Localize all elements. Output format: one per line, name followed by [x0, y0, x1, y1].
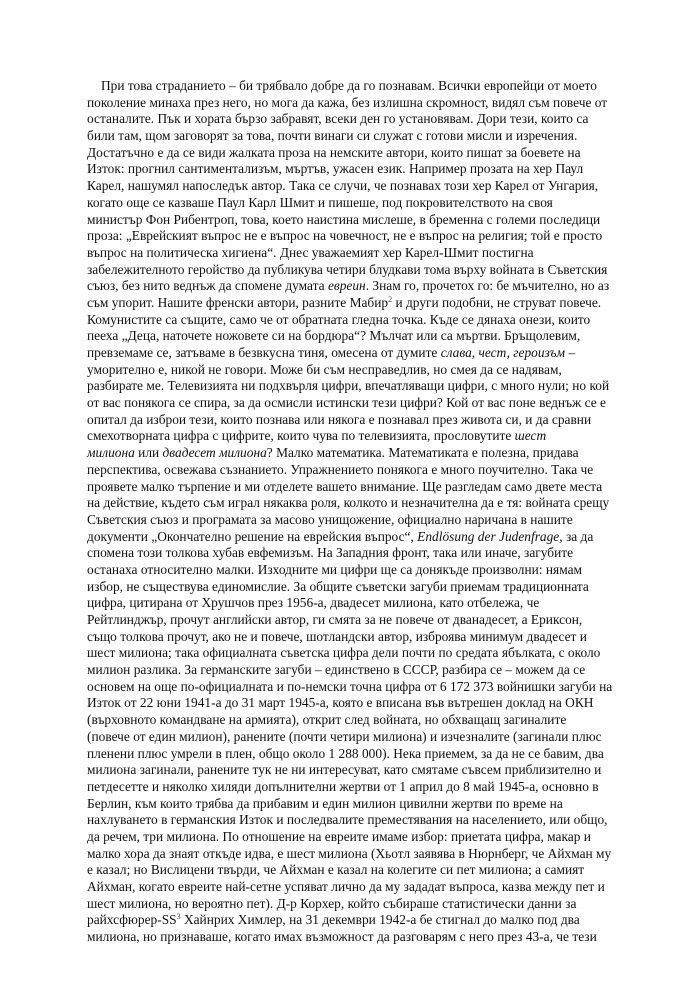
text-line	[87, 111, 617, 128]
text-run: нахлуването в германския Изток и последвалите преместявания на населението, или общо,	[87, 812, 608, 828]
text-run: перспектива, освежава съзнанието. Упражнението понякога е много поучително. Така че	[87, 461, 594, 477]
text-run: уморително е, никой не говори. Може би съм несправедлив, но смея да се надявам,	[87, 361, 562, 377]
text-line	[87, 629, 617, 646]
text-line	[87, 662, 617, 679]
text-line	[87, 879, 617, 896]
text-run: останалите. Пък и хората бързо забравят, всеки ден го установявам. Дори тези, които са	[87, 111, 589, 127]
text-line	[87, 862, 617, 879]
text-run: проза: „Еврейският въпрос не е въпрос на човечност, не е въпрос на религия; той е просто	[87, 228, 603, 244]
text-run: Достатъчно е да се види жалката проза на немските автори, които пишат за боевете на	[87, 144, 581, 160]
text-run: При това страданието – би трябвало добре да го познавам. Всички европейци от моето	[101, 78, 597, 93]
body-text	[87, 78, 617, 946]
text-run: петдесетте и няколко хиляди допълнителни жертви от 1 април до 8 май 1945-а, основно в	[87, 778, 599, 794]
text-line	[87, 545, 617, 562]
text-line	[87, 679, 617, 696]
text-line	[87, 729, 617, 746]
text-line	[87, 762, 617, 779]
text-run: Айхман, когато евреите най-сетне успяват лично да му зададат въпроса, казва между пет и	[87, 879, 605, 894]
text-run: шест милиона, но вероятно пет). Д-р Корхер, който събираше статистически данни за	[87, 895, 577, 911]
text-line	[87, 312, 617, 329]
text-run: спомена този толкова хубав евфемизъм. На Западния фронт, така или иначе, загубите	[87, 545, 574, 561]
text-line	[87, 479, 617, 496]
text-run: министър Фон Рибентроп, това, което наистина мислеше, в бременна с големи последици	[87, 211, 601, 227]
italic-text: Endlösung der Judenfrage	[417, 528, 560, 544]
text-run: милион разлика. За германските загуби – единствено в СССР, разбира се – можем да се	[87, 662, 586, 678]
italic-text: милиона	[87, 445, 135, 461]
italic-text: шест	[514, 428, 547, 444]
text-line	[87, 779, 617, 796]
text-run: когато още се казваше Паул Карл Шмит и пишеше, под покровителството на своя	[87, 194, 553, 210]
text-line	[87, 95, 617, 112]
text-line	[87, 278, 617, 295]
footnote-ref[interactable]: 3	[176, 912, 181, 922]
text-line	[87, 345, 617, 362]
text-line	[87, 428, 617, 445]
text-run: , за да	[559, 528, 594, 544]
text-run: –	[565, 345, 576, 360]
text-run: . Знам го, прочетох го: бе мъчително, но аз	[365, 278, 610, 294]
text-run: опитал да изброи тези, които познава или някога е познавал през живота си, и да сравни	[87, 411, 592, 427]
text-run: Съветския съюз и програмата за масово унищожение, официално наричана в нашите	[87, 511, 573, 527]
text-line	[87, 462, 617, 479]
text-run: (върховното командване на армията), открит след войната, но обхващащ загиналите	[87, 712, 567, 728]
text-run: Изток от 22 юни 1941-а до 31 март 1945-а, която е вписана във вътрешен доклад на ОКН	[87, 695, 594, 711]
text-line	[87, 245, 617, 262]
text-line	[87, 161, 617, 178]
text-run: въпрос на политическа хигиена“. Днес уважаемият хер Карел-Шмит постигна	[87, 244, 534, 260]
text-line	[87, 228, 617, 245]
text-run: милиона, но признаваше, когато имах възможност да разговарям с него през 43-а, че тези	[87, 929, 597, 945]
text-run: основем на още по-официалната и по-немски точна цифра от 6 172 373 войнишки загуби на	[87, 678, 613, 694]
italic-text: евреин	[327, 278, 366, 294]
text-run: Рейтлинджър, прочут английски автор, ги смята за не повече от дванадесет, а Ериксон,	[87, 612, 583, 627]
text-run: били там, щом заговорят за това, почти винаги си служат с готови мисли и изречения.	[87, 128, 578, 144]
text-run: малко хора да знаят откъде идва, е шест милиона (Хьотл заявява в Нюрнберг, че Айхман му	[87, 845, 612, 861]
text-run: Карел, нашумял напоследък автор. Така се случи, че познавах този хер Карел от Унгария,	[87, 178, 599, 194]
text-line	[87, 362, 617, 379]
text-run: милиона загинали, ранените тук не ни интересуват, като смятаме съвсем приблизително и	[87, 762, 602, 778]
text-line	[87, 395, 617, 412]
text-line	[87, 178, 617, 195]
text-run: документи „Окончателно решение на еврейския въпрос“,	[87, 528, 418, 544]
text-run: е казал; но Вислицени твърди, че Айхман е казал на колегите си пет милиона; а самият	[87, 862, 585, 878]
text-run: пленени плюс умрели в плен, общо около 1 288 000). Нека приемем, за да не се бавим, два	[87, 745, 604, 761]
text-line	[87, 295, 617, 312]
text-line	[87, 378, 617, 395]
text-run: шест милиона; така официалната съветска цифра дели почти по средата ябълката, с около	[87, 645, 601, 661]
text-run: проявете малко търпение и ми отделете вашето внимание. Ще разгледам само двете места	[87, 478, 603, 494]
text-run: или	[134, 445, 163, 461]
text-run: и други подобни, не струват повече.	[392, 294, 602, 310]
text-line	[87, 746, 617, 763]
text-line	[87, 912, 617, 929]
text-run: Берлин, към които трябва да прибавим и един милион цивилни жертви по време на	[87, 795, 563, 811]
text-run: превземаме се, затъваме в безвкусна тиня, омесена от думите	[87, 345, 441, 360]
text-line	[87, 562, 617, 579]
text-line	[87, 529, 617, 546]
text-line	[87, 595, 617, 612]
text-run: (повече от един милион), ранените (почти четири милиона) и изчезналите (загинали плюс	[87, 728, 602, 744]
text-run: от вас понякога се спира, за да осмисли истински тези цифри? Кой от вас поне веднъж се е	[87, 395, 606, 411]
text-line	[87, 412, 617, 429]
text-run: пееха „Деца, наточете ножовете си на бордюра“? Мълчат или са мъртви. Бръщолевим,	[87, 328, 581, 344]
text-line	[87, 645, 617, 662]
text-line	[87, 695, 617, 712]
text-line	[87, 78, 617, 95]
italic-text: слава, чест, героизъм	[440, 345, 566, 360]
text-run: цифра, цитирана от Хрушчов през 1956-а, двадесет милиона, като отбележа, че	[87, 595, 540, 611]
text-run: Комунистите са същите, само че от обратната гледна точка. Къде се дянаха онези, които	[87, 311, 591, 327]
text-line	[87, 195, 617, 212]
text-line	[87, 579, 617, 596]
text-line	[87, 929, 617, 946]
text-line	[87, 829, 617, 846]
text-run: избор, не съществува единомислие. За общите съветски загуби приемам традиционната	[87, 578, 589, 594]
text-line	[87, 328, 617, 345]
text-run: останаха относително малки. Изходните ми цифри ще са донякъде произволни: нямам	[87, 561, 582, 577]
text-line	[87, 212, 617, 229]
italic-text: двадесет милиона	[162, 445, 267, 461]
text-run: разбирате ме. Телевизията ни подхвърля цифри, впечатляващи цифри, с много нули; но кой	[87, 378, 610, 394]
text-run: поколение минаха през него, но мога да кажа, без излишна скромност, видял съм повече от	[87, 94, 608, 110]
text-line	[87, 495, 617, 512]
text-run: съюз, без нито веднъж да спомене думата	[87, 278, 328, 294]
text-run: Изток: прогнил сантиментализъм, мъртъв, ужасен език. Например прозата на хер Паул	[87, 161, 584, 177]
text-line	[87, 896, 617, 913]
text-run: да речем, три милиона. По отношение на евреите имаме избор: приетата цифра, макар и	[87, 828, 591, 844]
text-line	[87, 796, 617, 813]
text-run: Хайнрих Химлер, на 31 декември 1942-а бе стигнал до малко под два	[180, 912, 580, 928]
text-run: ? Малко математика. Математиката е полезна, придава	[266, 445, 579, 461]
text-line	[87, 512, 617, 529]
text-run: смехотворната цифра с цифрите, които чува по телевизията, прословутите	[87, 428, 515, 444]
text-run: райхсфюрер-SS	[87, 912, 177, 928]
text-line	[87, 612, 617, 629]
text-line	[87, 712, 617, 729]
text-run: на действие, където съм играл някаква роля, колкото и незначителна да е тя: войната срещу	[87, 495, 610, 511]
text-line	[87, 262, 617, 279]
text-run: съм упорит. Нашите френски автори, разните Мабир	[87, 294, 389, 310]
text-run: също толкова прочут, ако не и повече, шотландски автор, изброява минимум двадесет и	[87, 628, 587, 644]
text-line	[87, 812, 617, 829]
text-line	[87, 128, 617, 145]
text-run: забележителното геройство да публикува четири блудкави тома върху войната в Съветския	[87, 261, 608, 277]
text-line	[87, 846, 617, 863]
text-line	[87, 145, 617, 162]
text-line	[87, 445, 617, 462]
footnote-ref[interactable]: 2	[388, 294, 393, 304]
